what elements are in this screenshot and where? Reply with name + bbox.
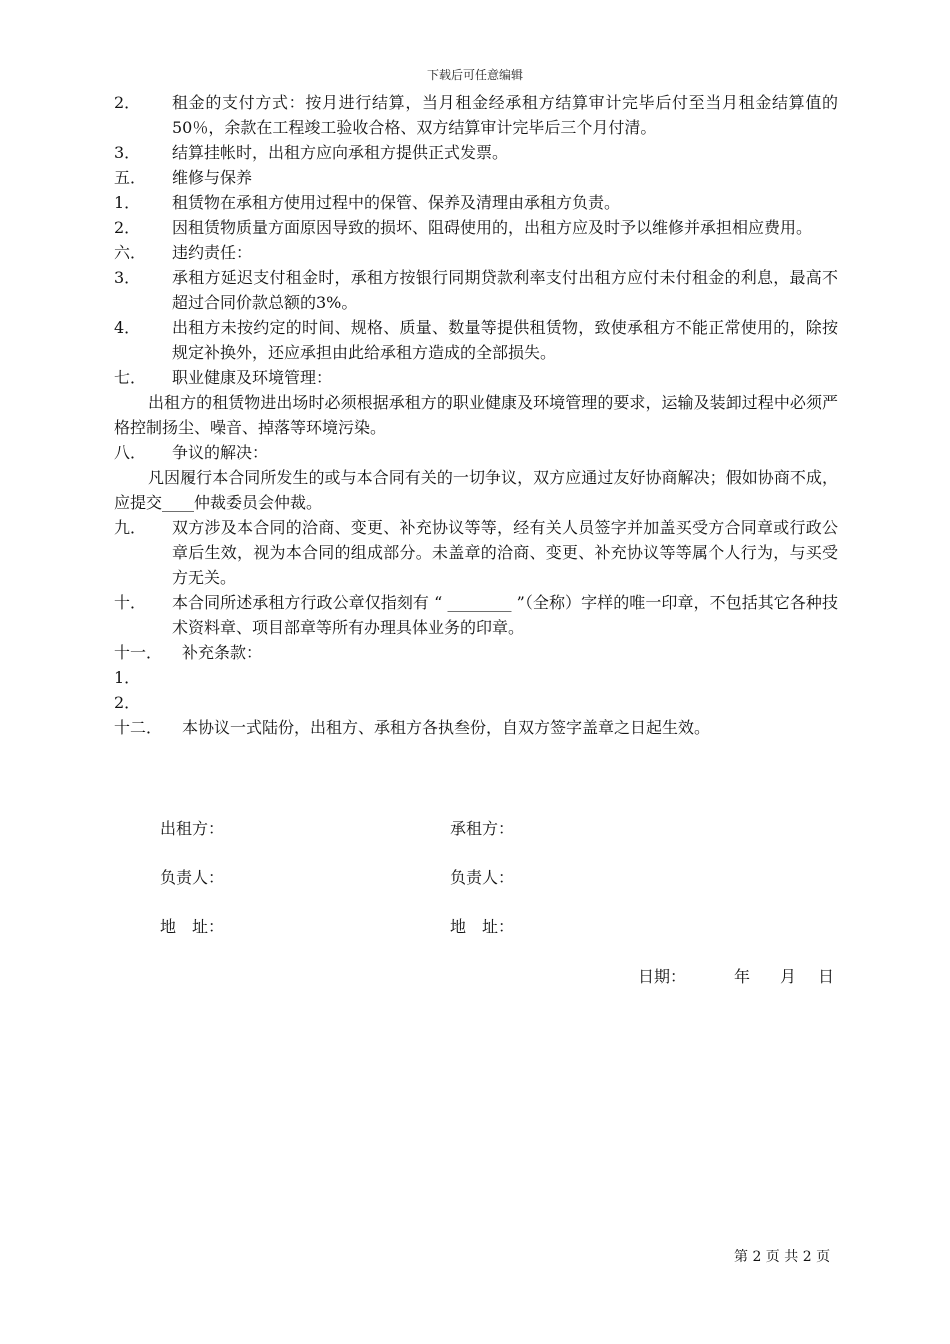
page-number: 第 2 页 共 2 页 [734,1249,831,1265]
lessor-responsible-label: 负责人： [160,868,225,887]
clause-text: 结算挂帐时，出租方应向承租方提供正式发票。 [172,143,509,162]
clause-number: 2． [114,93,141,112]
clause-text: 出租方未按约定的时间、规格、质量、数量等提供租赁物，致使承租方不能正常使用的，除按规定补换外，还应承担由此给承租方造成的全部损失。 [172,318,838,362]
date-line [638,964,834,987]
clause-supply-failure [114,315,838,365]
clause-text: 租赁物在承租方使用过程中的保管、保养及清理由承租方负责。 [172,193,621,212]
date-month: 月 [780,967,797,986]
dispute-paragraph: 凡因履行本合同所发生的或与本合同有关的一切争议，双方应通过友好协商解决；假如协商不成，应提交____仲裁委员会仲裁。 [114,468,838,512]
section-title: 违约责任： [172,243,253,262]
lessee-address-label: 地 址： [450,917,515,936]
clause-text: 因租赁物质量方面原因导致的损坏、阻碍使用的，出租方应及时予以维修并承担相应费用。 [172,218,813,237]
lessor-label: 出租方： [160,819,225,838]
contract-body [114,90,838,740]
section-title: 职业健康及环境管理： [172,368,333,387]
lessor-address-label: 地 址： [160,917,225,936]
page-header: 下载后可任意编辑 [426,68,523,82]
clause-number: 1． [114,193,141,212]
clause-custody [114,190,838,215]
section-heading-liability [114,240,838,265]
item-number: 2． [114,693,141,712]
section-text: 本合同所述承租方行政公章仅指刻有 “ ________ ”（全称）字样的唯一印章，不包括其它各种技术资料章、项目部章等所有办理具体业务的印章。 [172,593,838,637]
section-title: 补充条款： [182,643,263,662]
date-label: 日期： [638,967,687,986]
clause-repair [114,215,838,240]
section-copies [114,715,838,740]
clause-invoice [114,140,838,165]
health-paragraph: 出租方的租赁物进出场时必须根据承租方的职业健康及环境管理的要求，运输及装卸过程中必须严格控制扬尘、噪音、掉落等环境污染。 [114,393,838,437]
section-heading-supplementary [114,640,838,665]
clause-number: 4． [114,318,141,337]
clause-number: 2． [114,218,141,237]
section-official-seal [114,590,838,640]
clause-text: 承租方延迟支付租金时，承租方按银行同期贷款利率支付出租方应付未付租金的利息，最高不超过合同价款总额的3%。 [172,268,838,312]
supplementary-item [114,690,838,715]
section-text: 双方涉及本合同的洽商、变更、补充协议等等，经有关人员签字并加盖买受方合同章或行政公章后生效，视为本合同的组成部分。未盖章的洽商、变更、补充协议等等属个人行为，与买受方无关。 [172,518,838,587]
section-number: 六． [114,243,147,262]
date-day: 日 [818,967,835,986]
section-number: 十一． [114,643,163,662]
lessee-responsible-label: 负责人： [450,868,515,887]
clause-payment-method [114,90,838,140]
section-number: 五． [114,168,147,187]
section-number: 八． [114,443,147,462]
section-heading-health [114,365,838,390]
section-text: 本协议一式陆份，出租方、承租方各执叁份，自双方签字盖章之日起生效。 [182,718,711,737]
section-heading-maintenance [114,165,838,190]
section-amendments [114,515,838,590]
clause-late-payment [114,265,838,315]
clause-text: 租金的支付方式：按月进行结算，当月租金经承租方结算审计完毕后付至当月租金结算值的50％，余款在工程竣工验收合格、双方结算审计完毕后三个月付清。 [172,93,838,137]
section-heading-dispute [114,440,838,465]
section-title: 争议的解决： [172,443,269,462]
section-number: 七． [114,368,147,387]
section-title: 维修与保养 [172,168,253,187]
supplementary-item [114,665,838,690]
section-number: 十． [114,593,147,612]
section-number: 九． [114,518,147,537]
section-number: 十二． [114,718,163,737]
clause-number: 3． [114,143,141,162]
lessee-label: 承租方： [450,819,515,838]
clause-number: 3． [114,268,141,287]
date-year: 年 [734,967,751,986]
item-number: 1． [114,668,141,687]
